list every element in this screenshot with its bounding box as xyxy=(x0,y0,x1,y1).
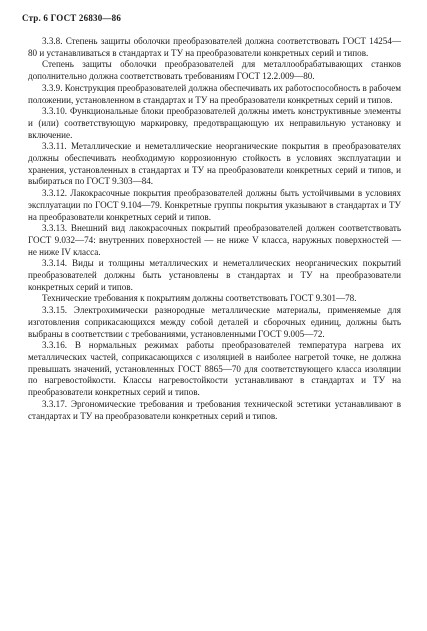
page-header: Стр. 6 ГОСТ 26830—86 xyxy=(22,13,122,23)
paragraph-3-3-12: 3.3.12. Лакокрасочные покрытия преобразователей должны быть устойчивыми в условиях эксплуатации по ГОСТ 9.104—79. Конкретные группы покрытия указывают в стандартах и ТУ на преобразователи конкретных серий и типов. xyxy=(28,188,401,222)
document-body xyxy=(28,36,401,422)
paragraph-3-3-9: 3.3.9. Конструкция преобразователей должна обеспечивать их работоспособность в рабочем положении, установленном в стандартах и ТУ на преобразователи конкретных серий и типов. xyxy=(28,82,401,105)
paragraph-3-3-15: 3.3.15. Электрохимически разнородные металлические материалы, применяемые для изготовления соприкасающихся между собой деталей и сборочных единиц, должны быть выбраны в соответствии с требованиями, установленными ГОСТ 9.005—72. xyxy=(28,305,401,339)
paragraph-3-3-13: 3.3.13. Внешний вид лакокрасочных покрытий преобразователей должен соответствовать ГОСТ 9.032—74: внутренних поверхностей — не ниже V класса, наружных поверхностей — не ниже IV класса. xyxy=(28,223,401,257)
paragraph-3-3-16: 3.3.16. В нормальных режимах работы преобразователей температура нагрева их металлических частей, соприкасающихся с изоляцией в наиболее нагретой точке, не должна превышать значений, установленных ГОСТ 8865—70 для соответствующего класса изоляции по нагревостойкости. Классы нагревостойкости устанавливают в стандартах и ТУ на преобразователи конкретных серий и типов. xyxy=(28,340,401,398)
paragraph-3-3-14-note: Технические требования к покрытиям должны соответствовать ГОСТ 9.301—78. xyxy=(42,293,357,304)
paragraph-3-3-8: 3.3.8. Степень защиты оболочки преобразователей должна соответствовать ГОСТ 14254—80 и устанавливаться в стандартах и ТУ на преобразователи конкретных серий и типов. xyxy=(28,36,401,58)
paragraph-3-3-8-note: Степень защиты оболочки преобразователей для металлообрабатывающих станков дополнительно должна соответствовать требованиям ГОСТ 12.2.009—80. xyxy=(28,59,401,82)
paragraph-3-3-11: 3.3.11. Металлические и неметаллические неорганические покрытия в преобразователях должны обеспечивать необходимую коррозионную стойкость в условиях эксплуатации и хранения, установленных в стандартах и ТУ на преобразователи конкретных серий и типов, и выбираться по ГОСТ 9.303—84. xyxy=(28,141,401,187)
paragraph-3-3-10: 3.3.10. Функциональные блоки преобразователей должны иметь конструктивные элементы и (или) соответствующую маркировку, предотвращающую их неправильную установку и включение. xyxy=(28,106,401,140)
paragraph-3-3-14: 3.3.14. Виды и толщины металлических и неметаллических неорганических покрытий преобразователей должны быть установлены в стандартах и ТУ на преобразователи конкретных серий и типов. xyxy=(28,258,401,292)
paragraph-3-3-17: 3.3.17. Эргономические требования и требования технической эстетики устанавливают в стандартах и ТУ на преобразователи конкретных серий и типов. xyxy=(28,398,401,421)
